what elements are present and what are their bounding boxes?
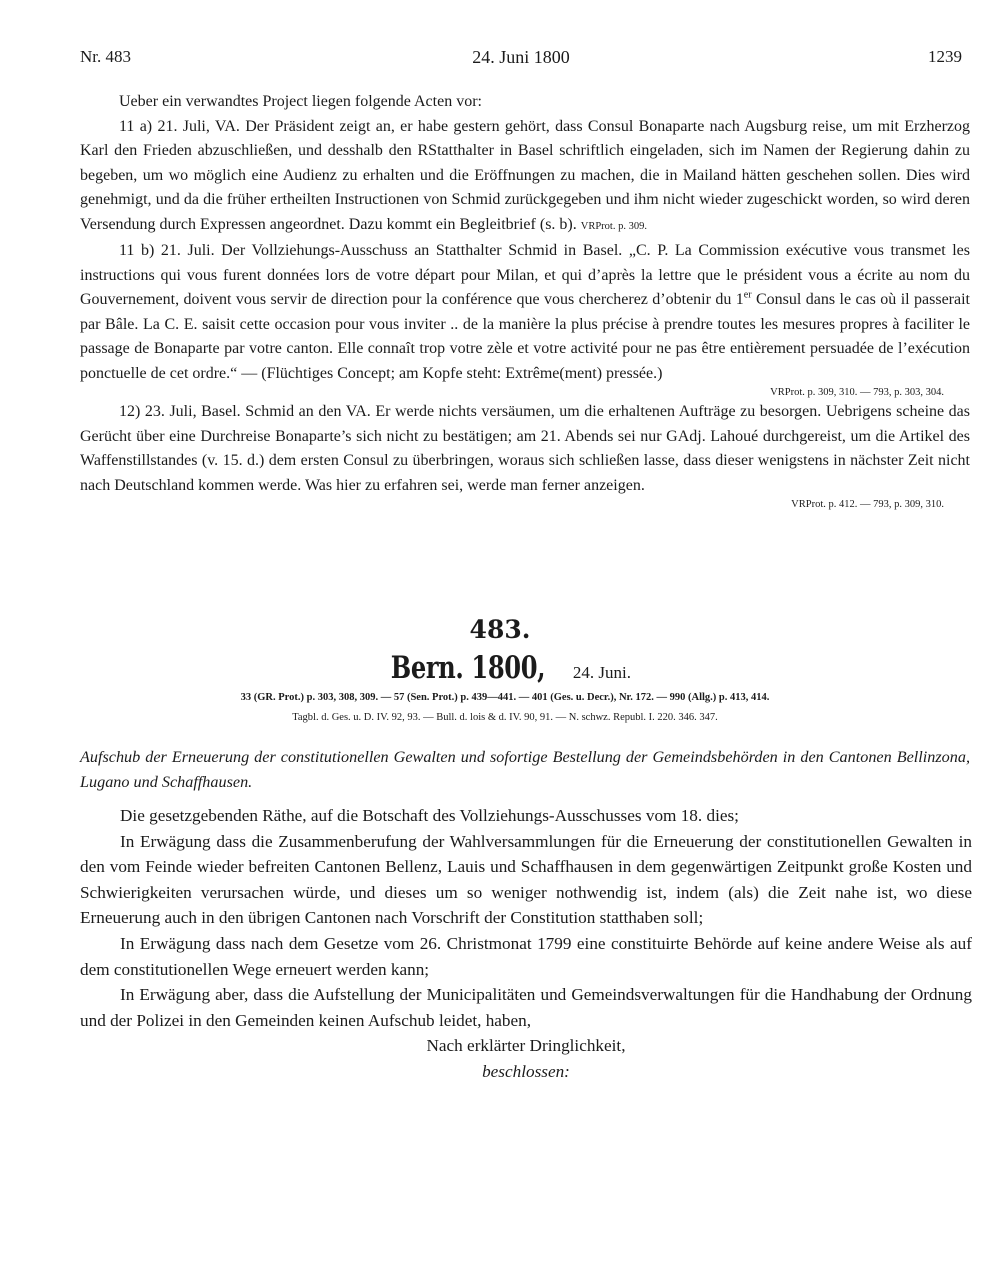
decree-text xyxy=(80,803,972,1085)
decree-consideration-3: In Erwägung aber, dass die Aufstellung der Municipalitäten und Gemeindsverwaltungen für die Handhabung der Ordnung und der Polizei in den Gemeinden keinen Aufschub leidet, haben, xyxy=(80,985,972,1030)
decree-resolved: beschlossen: xyxy=(482,1061,570,1081)
document-number: 483. xyxy=(469,615,531,644)
decree-consideration-2: In Erwägung dass nach dem Gesetze vom 26. Christmonat 1799 eine constituirte Behörde auf keine andere Weise als auf dem constitutionellen Wege erneuert werden kann; xyxy=(80,933,972,979)
date-header: 24. Juni 1800 xyxy=(472,47,570,67)
document-number-header: Nr. 483 xyxy=(80,47,131,66)
document-date: 24. Juni. xyxy=(572,663,632,682)
document-dateline xyxy=(0,650,1000,686)
paragraph-11b-text-1: 11 b) 21. Juli. Der Vollziehungs-Ausschuss an Statthalter Schmid in Basel. „C. P. La Commission exécutive vous transmet les instructions qui vous furent données lors de votre départ pour Milan, et qui d’après la lettre que le président vous a écrite au nom du Gouvernement, doivent vous servir de direction pour la conférence que vous chercherez d’obtenir du 1 xyxy=(80,242,970,308)
paragraph-11a-citation: VRProt. p. 309. xyxy=(580,220,647,232)
page-number: 1239 xyxy=(928,47,962,66)
paragraph-11b xyxy=(80,239,970,386)
related-acts-section xyxy=(80,90,970,512)
paragraph-12-citation: VRProt. p. 412. — 793, p. 309, 310. xyxy=(791,499,944,510)
intro-lead: Ueber ein verwandtes Project liegen folgende Acten vor: xyxy=(119,93,482,110)
paragraph-11a xyxy=(80,115,970,240)
paragraph-12: 12) 23. Juli, Basel. Schmid an den VA. Er werde nichts versäumen, um die erhaltenen Aufträge zu besorgen. Uebrigens scheine das Gerücht über eine Durchreise Bonaparte’s sich nicht zu bestätigen; am 21. Abends sei nur GAdj. Lahoué durchgereist, um die Artikel des Waffenstillstandes (v. 15. d.) dem ersten Consul zu überbringen, woraus sich schließen lasse, dass dieser wenigstens in nächster Zeit nicht nach Deutschland kommen werde. Was hier zu erfahren sei, werde man ferner anzeigen. xyxy=(80,403,970,494)
sources-line-2: Tagbl. d. Ges. u. D. IV. 92, 93. — Bull. d. lois & d. IV. 90, 91. — N. schwz. Republ. I. 220. 346. 347. xyxy=(292,712,718,723)
decree-consideration-1: In Erwägung dass die Zusammenberufung der Wahlversammlungen für die Erneuerung der constitutionellen Gewalten in den vom Feinde wieder befreiten Cantonen Bellenz, Lauis und Schaffhausen in dem gegenwärtigen Zeitpunkt große Kosten und Schwierigkeiten verursachen würde, und dieses um so weniger nothwendig ist, indem (als) die Zeit nahe ist, wo diese Erneuerung auch in den übrigen Cantonen nach Vorschrift der Constitution statthaben soll; xyxy=(80,831,972,928)
paragraph-11a-text: 11 a) 21. Juli, VA. Der Präsident zeigt an, er habe gestern gehört, dass Consul Bonaparte nach Augsburg reise, um mit Erzherzog Karl den Frieden abzuschließen, und desshalb den RStatthalter in Basel schriftlich eingeladen, sich im Namen der Regierung dahin zu begeben, um wo möglich eine Audienz zu erhalten und die Eröffnungen zu machen, die in Mailand hätten geschehen sollen. Dies wird genehmigt, und da die früher ertheilten Instructionen von Schmid zurückgegeben und ihm nicht wieder zugeschickt worden, so wird deren Versendung durch Expressen angeordnet. Dazu kommt ein Begleitbrief (s. b). xyxy=(80,117,970,233)
document-title: Aufschub der Erneuerung der constitutionellen Gewalten und sofortige Bestellung der Gemeindsbehörden in den Cantonen Bellinzona, Lugano und Schaffhausen. xyxy=(80,748,970,791)
paragraph-11b-citation: VRProt. p. 309, 310. — 793, p. 303, 304. xyxy=(770,387,944,398)
running-header xyxy=(80,47,962,71)
document-place-year: Bern. 1800, xyxy=(390,650,546,686)
superscript-er: er xyxy=(743,289,752,301)
decree-preamble: Die gesetzgebenden Räthe, auf die Botschaft des Vollziehungs-Ausschusses vom 18. dies; xyxy=(120,806,739,825)
sources-line-1: 33 (GR. Prot.) p. 303, 308, 309. — 57 (Sen. Prot.) p. 439—441. — 401 (Ges. u. Decr.), Nr. 172. — 990 (Allg.) p. 413, 414. xyxy=(240,692,770,703)
archival-sources xyxy=(80,688,930,728)
paragraph-11b-text-2: Consul dans le cas où il passerait par Bâle. La C. E. saisit cette occasion pour vous inviter .. de la manière la plus précise à prendre toutes les mesures propres à faciliter le passage de Bonaparte par votre canton. Elle connaît trop votre zèle et votre activité pour ne pas être entièrement persuadée de l’exécution ponctuelle de cet ordre.“ — (Flüchtiges Concept; am Kopfe steht: Extrême(ment) pressée.) xyxy=(80,291,971,382)
decree-urgency: Nach erklärter Dringlichkeit, xyxy=(426,1036,626,1056)
